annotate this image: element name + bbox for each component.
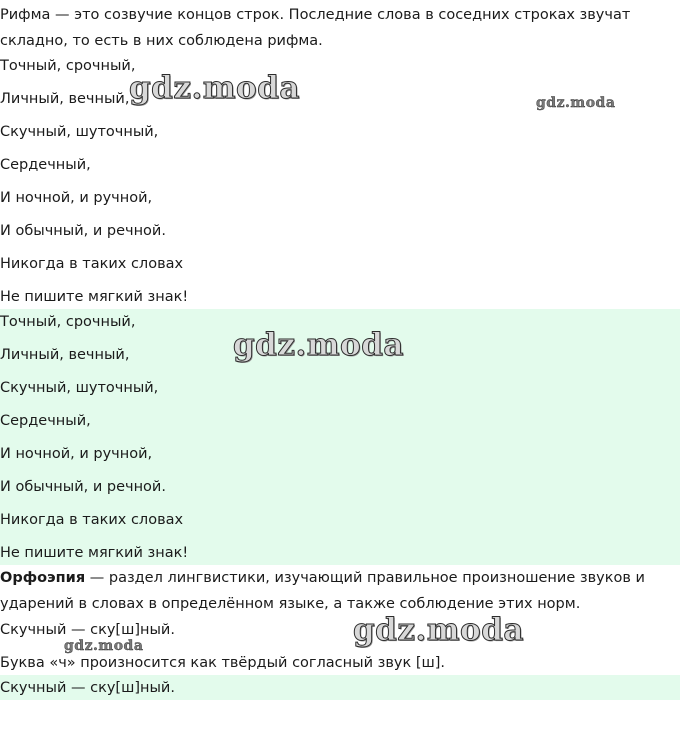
watermark-logo: gdz.moda: [353, 612, 524, 648]
highlighted-poem-line: Сердечный,: [0, 413, 91, 429]
highlighted-poem-line: Не пишите мягкий знак!: [0, 545, 189, 561]
rule-line: Буква «ч» произносится как твёрдый согласный звук [ш].: [0, 655, 446, 671]
highlighted-example-line: Скучный — ску[ш]ный.: [0, 680, 175, 696]
poem-line: Не пишите мягкий знак!: [0, 289, 189, 305]
orthoepy-text: — раздел лингвистики, изучающий правильное произношение звуков и ударений в словах в определённом языке, а также соблюдение этих норм.: [0, 570, 645, 612]
poem-line: Сердечный,: [0, 157, 91, 173]
orthoepy-term: Орфоэпия: [0, 570, 86, 586]
poem-line: Точный, срочный,: [0, 58, 136, 74]
poem-line: Никогда в таких словах: [0, 256, 184, 272]
example-line: Скучный — ску[ш]ный.: [0, 622, 175, 638]
watermark-logo: gdz.moda: [64, 638, 144, 654]
poem-line: Личный, вечный,: [0, 91, 130, 107]
highlighted-poem-line: Никогда в таких словах: [0, 512, 184, 528]
highlighted-poem-line: Личный, вечный,: [0, 347, 130, 363]
highlighted-poem-line: Скучный, шуточный,: [0, 380, 159, 396]
poem-line: И ночной, и ручной,: [0, 190, 153, 206]
rhyme-definition: Рифма — это созвучие концов строк. Последние слова в соседних строках звучат складно, то есть в них соблюдена рифма.: [0, 7, 631, 49]
poem-line: Скучный, шуточный,: [0, 124, 159, 140]
watermark-logo: gdz.moda: [129, 70, 300, 106]
watermark-logo: gdz.moda: [536, 95, 616, 111]
orthoepy-definition: [0, 565, 676, 617]
highlighted-poem-line: И обычный, и речной.: [0, 479, 166, 495]
highlighted-poem-line: Точный, срочный,: [0, 314, 136, 330]
poem-line: И обычный, и речной.: [0, 223, 166, 239]
watermark-logo: gdz.moda: [233, 327, 404, 363]
highlighted-poem-line: И ночной, и ручной,: [0, 446, 153, 462]
